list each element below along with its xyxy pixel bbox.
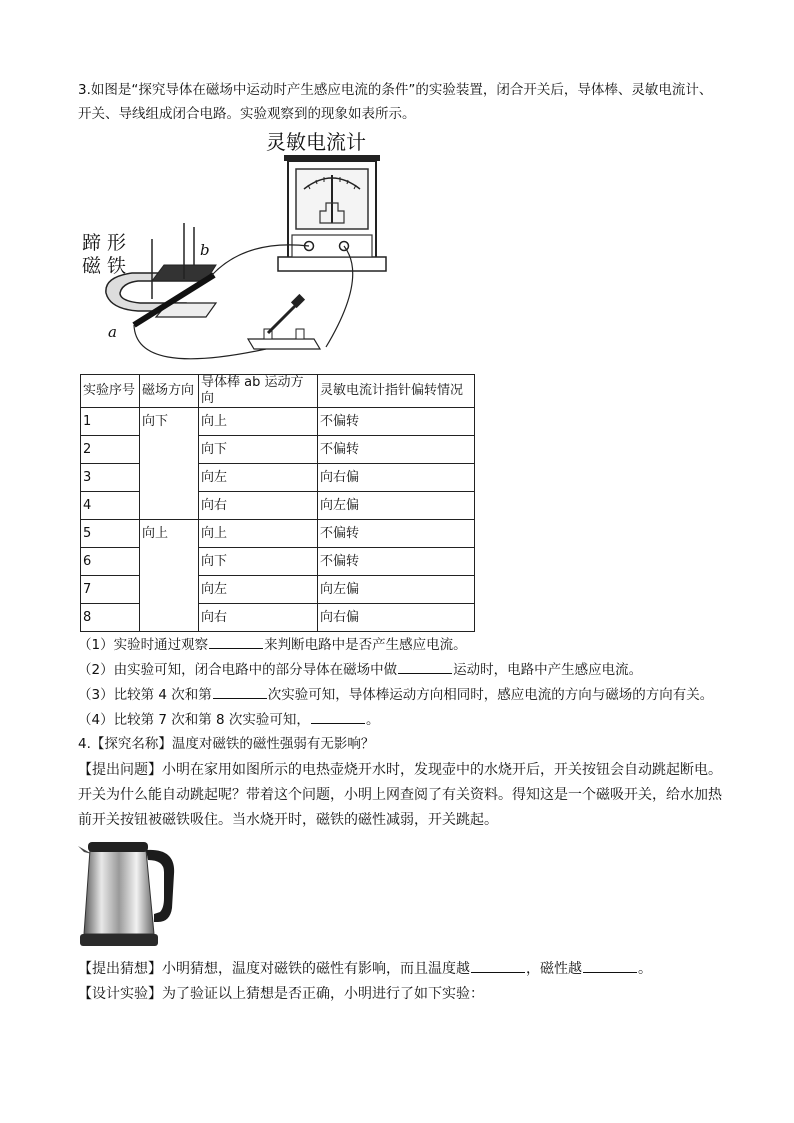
table-row xyxy=(81,408,475,436)
cell-trial-no: 1 xyxy=(81,408,140,436)
cell-rod-motion: 向左 xyxy=(199,464,318,492)
header-trial-no: 实验序号 xyxy=(81,375,140,408)
magnet-label-line1: 蹄形 xyxy=(82,232,133,254)
cell-deflection: 不偏转 xyxy=(318,408,475,436)
q3-sub3: （3）比较第 4 次和第 次实验可知，导体棒运动方向相同时，感应电流的方向与磁场的方向有关。 xyxy=(78,684,713,705)
q4-design: 【设计实验】为了验证以上猜想是否正确，小明进行了如下实验： xyxy=(78,986,484,1002)
cell-deflection: 不偏转 xyxy=(318,436,475,464)
q3-sub2: （2）由实验可知，闭合电路中的部分导体在磁场中做 运动时，电路中产生感应电流。 xyxy=(78,659,642,680)
cell-trial-no: 4 xyxy=(81,492,140,520)
kettle-icon xyxy=(76,838,180,950)
cell-rod-motion: 向上 xyxy=(199,408,318,436)
answer-blank[interactable] xyxy=(398,659,452,674)
q4-question-line1: 【提出问题】小明在家用如图所示的电热壶烧开水时，发现壶中的水烧开后，开关按钮会自动跳起断电。 xyxy=(78,762,722,778)
cell-field-direction: 向下 xyxy=(140,408,199,520)
q3-intro-line1: 3.如图是“探究导体在磁场中运动时产生感应电流的条件”的实验装置，闭合开关后，导体棒、灵敏电流计、 xyxy=(78,82,713,98)
header-field-direction: 磁场方向 xyxy=(140,375,199,408)
cell-deflection: 不偏转 xyxy=(318,520,475,548)
cell-deflection: 不偏转 xyxy=(318,548,475,576)
answer-blank[interactable] xyxy=(583,958,637,973)
cell-trial-no: 7 xyxy=(81,576,140,604)
table-row xyxy=(81,520,475,548)
q4-question-line3: 前开关按钮被磁铁吸住。当水烧开时，磁铁的磁性减弱，开关跳起。 xyxy=(78,812,498,828)
results-table xyxy=(80,374,475,632)
cell-rod-motion: 向右 xyxy=(199,492,318,520)
header-needle-deflection: 灵敏电流计指针偏转情况 xyxy=(318,375,475,408)
cell-trial-no: 3 xyxy=(81,464,140,492)
galvanometer-label: 灵敏电流计 xyxy=(266,130,366,154)
cell-rod-motion: 向下 xyxy=(199,436,318,464)
q3-intro-line2: 开关、导线组成闭合电路。实验观察到的现象如表所示。 xyxy=(78,106,416,122)
q4-question-line2: 开关为什么能自动跳起呢？带着这个问题，小明上网查阅了有关资料。得知这是一个磁吸开关，给水加热 xyxy=(78,787,722,803)
q4-guess: 【提出猜想】小明猜想，温度对磁铁的磁性有影响，而且温度越 ，磁性越 。 xyxy=(78,958,652,979)
apparatus-figure xyxy=(76,127,396,369)
cell-field-direction: 向上 xyxy=(140,520,199,632)
cell-deflection: 向左偏 xyxy=(318,576,475,604)
cell-rod-motion: 向上 xyxy=(199,520,318,548)
cell-trial-no: 8 xyxy=(81,604,140,632)
cell-rod-motion: 向下 xyxy=(199,548,318,576)
cell-deflection: 向右偏 xyxy=(318,464,475,492)
magnet-label-line2: 磁铁 xyxy=(82,255,133,277)
answer-blank[interactable] xyxy=(471,958,525,973)
answer-blank[interactable] xyxy=(311,709,365,724)
cell-deflection: 向左偏 xyxy=(318,492,475,520)
answer-blank[interactable] xyxy=(213,684,267,699)
cell-rod-motion: 向右 xyxy=(199,604,318,632)
table-header-row xyxy=(81,375,475,408)
cell-trial-no: 5 xyxy=(81,520,140,548)
header-rod-motion: 导体棒 ab 运动方向 xyxy=(199,375,318,408)
q3-sub1: （1）实验时通过观察 来判断电路中是否产生感应电流。 xyxy=(78,634,467,655)
galvanometer-icon xyxy=(278,155,386,271)
cell-deflection: 向右偏 xyxy=(318,604,475,632)
switch-icon xyxy=(248,294,320,349)
q3-sub4: （4）比较第 7 次和第 8 次实验可知， 。 xyxy=(78,709,379,730)
q4-title: 4.【探究名称】温度对磁铁的磁性强弱有无影响？ xyxy=(78,736,375,752)
cell-trial-no: 2 xyxy=(81,436,140,464)
label-a: a xyxy=(108,323,117,341)
answer-blank[interactable] xyxy=(209,634,263,649)
cell-rod-motion: 向左 xyxy=(199,576,318,604)
label-b: b xyxy=(200,241,210,259)
cell-trial-no: 6 xyxy=(81,548,140,576)
